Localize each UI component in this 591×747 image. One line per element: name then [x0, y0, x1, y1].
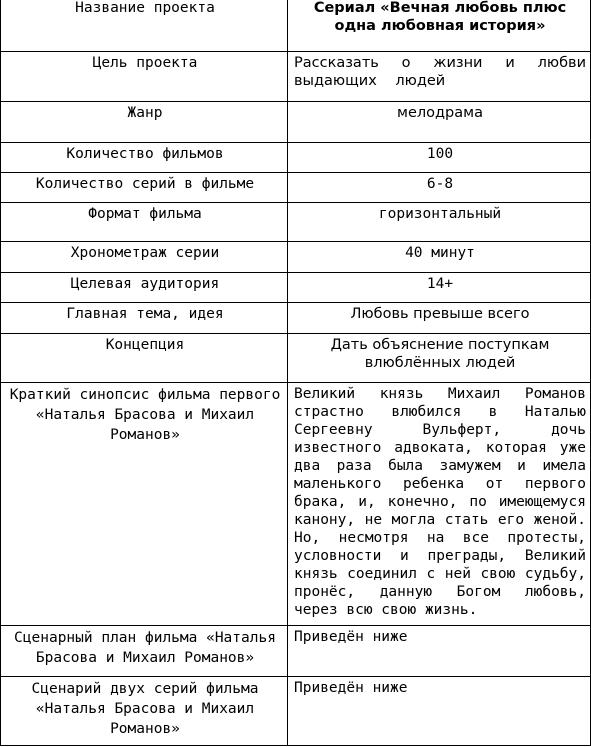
- table-row: [1, 52, 591, 102]
- table-row: [1, 0, 591, 52]
- row-label: Количество фильмов: [1, 143, 288, 173]
- table-row: [1, 242, 591, 273]
- table-row: [1, 677, 591, 746]
- row-label: Целевая аудитория: [1, 273, 288, 303]
- row-value: Приведён ниже: [288, 677, 591, 746]
- row-value: мелодрама: [288, 102, 591, 143]
- table-row: [1, 383, 591, 626]
- row-label: Главная тема, идея: [1, 303, 288, 334]
- row-value: 14+: [288, 273, 591, 303]
- row-label: Краткий синопсис фильма первого «Наталья Брасова и Михаил Романов»: [1, 383, 288, 626]
- row-label: Хронометраж серии: [1, 242, 288, 273]
- row-value: Дать объяснение поступкам влюблённых людей: [288, 334, 591, 383]
- row-value: Любовь превыше всего: [288, 303, 591, 334]
- row-value: 40 минут: [288, 242, 591, 273]
- row-value: Рассказать о жизни и любви выдающих людей: [288, 52, 591, 102]
- row-label: Цель проекта: [1, 52, 288, 102]
- row-label: Количество серий в фильме: [1, 173, 288, 203]
- table-row: [1, 273, 591, 303]
- project-title: Сериал «Вечная любовь плюс одна любовная история»: [288, 0, 591, 52]
- table-row: [1, 173, 591, 203]
- table-row: [1, 203, 591, 242]
- table-row: [1, 102, 591, 143]
- row-label: Концепция: [1, 334, 288, 383]
- row-label: Формат фильма: [1, 203, 288, 242]
- row-label: Сценарный план фильма «Наталья Брасова и Михаил Романов»: [1, 626, 288, 677]
- table-row: [1, 303, 591, 334]
- synopsis-text: Великий князь Михаил Романов страстно влюбился в Наталью Сергеевну Вульферт, дочь известного адвоката, которая уже два раза была замужем и имела маленького ребенка от первого брака, и, конечно, по имеющемуся канону, не могла стать его женой. Но, несмотря на все протесты, условности и преграды, Великий князь соединил с ней свою судьбу, пронёс, данную Богом любовь, через всю свою жизнь.: [288, 383, 591, 626]
- row-label: Название проекта: [1, 0, 288, 52]
- row-value: Приведён ниже: [288, 626, 591, 677]
- row-value: горизонтальный: [288, 203, 591, 242]
- row-value: 100: [288, 143, 591, 173]
- row-value: 6-8: [288, 173, 591, 203]
- table-row: [1, 143, 591, 173]
- row-label: Сценарий двух серий фильма «Наталья Брасова и Михаил Романов»: [1, 677, 288, 746]
- table-row: [1, 334, 591, 383]
- table-row: [1, 626, 591, 677]
- row-label: Жанр: [1, 102, 288, 143]
